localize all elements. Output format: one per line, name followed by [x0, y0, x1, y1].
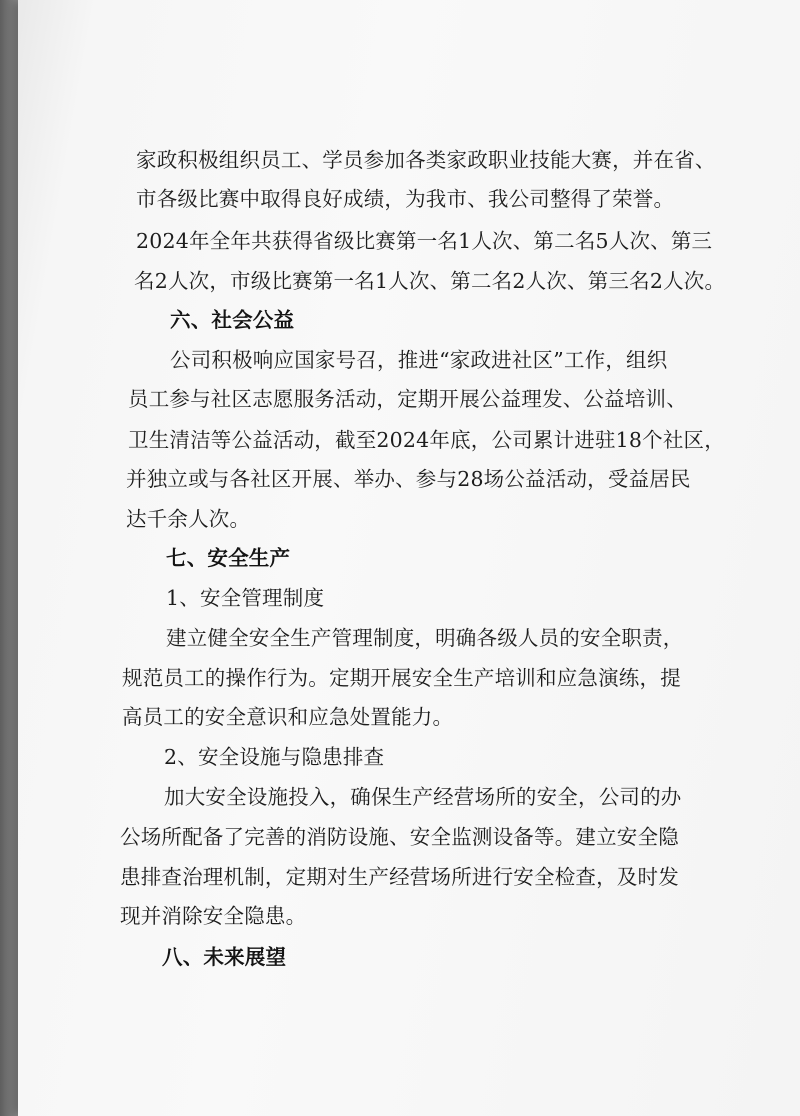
paragraph-line: 建立健全安全生产管理制度，明确各级人员的安全职责，	[166, 626, 684, 650]
paragraph-line: 员工参与社区志愿服务活动，定期开展公益理发、公益培训、	[128, 387, 687, 411]
paragraph-line: 现并消除安全隐患。	[120, 904, 307, 928]
paragraph-line: 家政积极组织员工、学员参加各类家政职业技能大赛，并在省、	[136, 148, 716, 172]
paragraph-line: 加大安全设施投入，确保生产经营场所的安全，公司的办	[164, 785, 682, 809]
section-heading-social-welfare: 六、社会公益	[170, 308, 295, 332]
paragraph-line: 2024年全年共获得省级比赛第一名1人次、第二名5人次、第三	[136, 229, 713, 253]
paragraph-line: 市各级比赛中取得良好成绩，为我市、我公司整得了荣誉。	[136, 187, 675, 211]
paragraph-line: 规范员工的操作行为。定期开展安全生产培训和应急演练，提	[122, 666, 681, 690]
paragraph-line: 卫生清洁等公益活动，截至2024年底，公司累计进驻18个社区，	[128, 428, 725, 452]
paragraph-line: 患排查治理机制，定期对生产经营场所进行安全检查，及时发	[120, 865, 679, 889]
paragraph-line: 高员工的安全意识和应急处置能力。	[122, 705, 454, 729]
paragraph-line: 达千余人次。	[126, 507, 251, 531]
subsection-heading-safety-facilities: 2、安全设施与隐患排查	[164, 745, 385, 769]
subsection-heading-safety-management: 1、安全管理制度	[166, 586, 325, 610]
paragraph-line: 名2人次，市级比赛第一名1人次、第二名2人次、第三名2人次。	[134, 269, 726, 293]
paragraph-line: 公场所配备了完善的消防设施、安全监测设备等。建立安全隐	[120, 825, 679, 849]
paragraph-line: 公司积极响应国家号召，推进“家政进社区”工作，组织	[170, 348, 668, 372]
paragraph-line: 并独立或与各社区开展、举办、参与28场公益活动，受益居民	[126, 467, 691, 491]
section-heading-future-outlook: 八、未来展望	[162, 945, 287, 969]
section-heading-safety-production: 七、安全生产	[166, 546, 291, 570]
